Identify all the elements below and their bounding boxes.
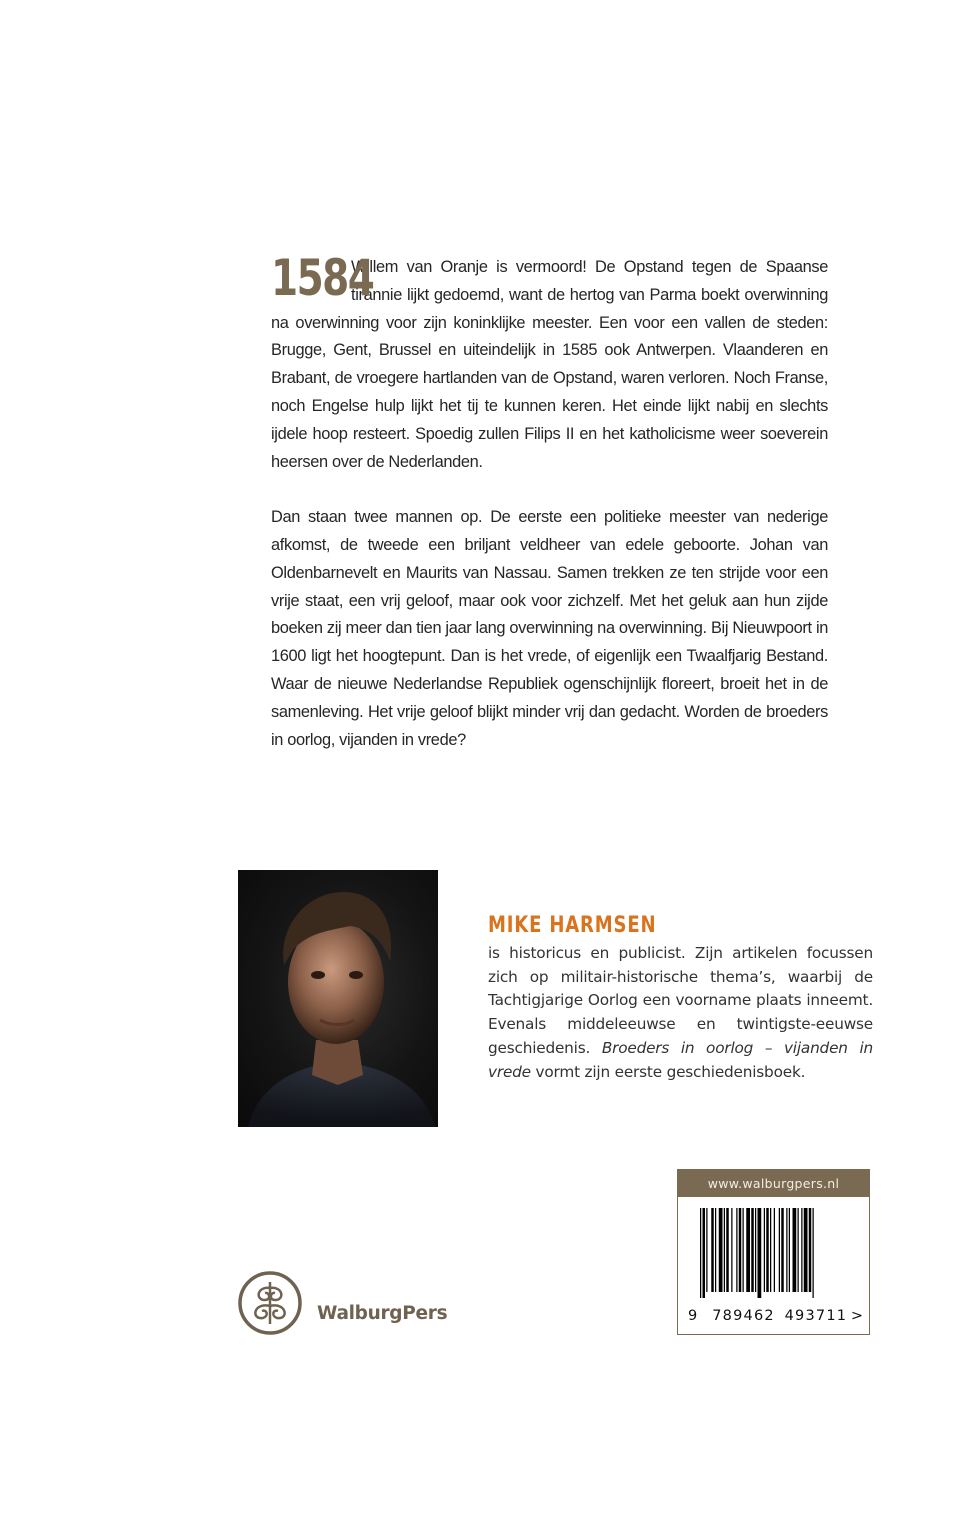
- barcode-bar: [781, 1208, 784, 1292]
- author-bio-text: is historicus en publicist. Zijn artikelen focussen zich op militair-historische thema’s, waarbij de Tachtigjarige Oorlog een voorname plaats inneemt. Evenals middeleeuwse en twintigste-eeuwse geschiedenis.: [488, 944, 873, 1057]
- barcode-arrow: >: [850, 1308, 863, 1324]
- barcode-panel: [677, 1169, 870, 1335]
- author-portrait-image: [238, 870, 438, 1127]
- barcode-bar: [755, 1208, 756, 1292]
- isbn-first-digit: 9: [688, 1308, 699, 1324]
- barcode-bar: [770, 1208, 771, 1292]
- barcode-bar: [700, 1208, 701, 1298]
- isbn-group-2: 493711: [784, 1308, 848, 1324]
- barcode-bar: [743, 1208, 744, 1292]
- year-heading: 1584: [271, 249, 374, 307]
- barcode-bar: [726, 1208, 729, 1292]
- barcode-bar: [731, 1208, 732, 1292]
- barcode-bar: [789, 1208, 790, 1292]
- book-title-italic: Broeders in oorlog – vijanden in vrede: [488, 1038, 873, 1081]
- barcode-bar: [764, 1208, 765, 1292]
- publisher-name: WalburgPers: [317, 1303, 448, 1324]
- publisher-logo: [237, 1270, 448, 1340]
- publisher-emblem-icon: [237, 1270, 307, 1340]
- barcode-bar: [774, 1208, 775, 1292]
- barcode-bar: [801, 1208, 802, 1292]
- barcode-bar: [719, 1208, 723, 1292]
- isbn-digits: [688, 1308, 847, 1324]
- barcode-bar: [711, 1208, 714, 1292]
- author-bio-text-end: vormt zijn eerste geschiedenisboek.: [530, 1062, 806, 1081]
- isbn-barcode: [700, 1208, 850, 1298]
- author-name: MIKE HARMSEN: [488, 913, 657, 938]
- blurb-paragraph-1-text: Willem van Oranje is vermoord! De Opstand tegen de Spaanse tirannie lijkt gedoemd, want de hertog van Parma boekt overwinning na overwinning voor zijn koninklijke meester. Een voor een vallen de steden: Brugge, Gent, Brussel en uiteindelijk in 1585 ook Antwerpen. Vlaanderen en Brabant, de vroegere hartlanden van de Opstand, waren verloren. Noch Franse, noch Engelse hulp lijkt het tij te kunnen keren. Het einde lijkt nabij en slechts ijdele hoop resteert. Spoedig zullen Filips II en het katholicisme weer soeverein heersen over de Nederlanden.: [271, 258, 828, 471]
- barcode-bar: [804, 1208, 808, 1292]
- barcode-bar: [758, 1208, 762, 1298]
- barcode-bar: [715, 1208, 716, 1292]
- publisher-url: www.walburgpers.nl: [678, 1170, 869, 1197]
- author-photo: [238, 870, 438, 1127]
- isbn-group-1: 789462: [712, 1308, 775, 1324]
- barcode-bar: [746, 1208, 750, 1292]
- barcode-bar: [793, 1208, 797, 1292]
- author-bio: [488, 942, 873, 1084]
- barcode-bar: [706, 1208, 707, 1292]
- barcode-bar: [751, 1208, 754, 1292]
- barcode-bar: [813, 1208, 814, 1298]
- barcode-bar: [703, 1208, 706, 1298]
- barcode-bar: [779, 1208, 780, 1292]
- barcode-bar: [766, 1208, 769, 1292]
- barcode-bar: [739, 1208, 742, 1292]
- barcode-bar: [809, 1208, 812, 1292]
- blurb-paragraph-1: [271, 249, 828, 476]
- barcode-bar: [736, 1208, 737, 1292]
- barcode-bar: [724, 1208, 725, 1292]
- barcode-bar: [798, 1208, 799, 1292]
- barcode-bar: [786, 1208, 787, 1292]
- blurb-paragraph-2: Dan staan twee mannen op. De eerste een politieke meester van nederige afkomst, de tweede een briljant veldheer van edele geboorte. Johan van Oldenbarnevelt en Maurits van Nassau. Samen trekken ze ten strijde voor een vrije staat, een vrij geloof, maar ook voor zichzelf. Met het geluk aan hun zijde boeken zij meer dan tien jaar lang overwinning na overwinning. Bij Nieuwpoort in 1600 ligt het hoogtepunt. Dan is het vrede, of eigenlijk een Twaalfjarig Bestand. Waar de nieuwe Nederlandse Republiek ogenschijnlijk floreert, broeit het in de samenleving. Het vrije geloof blijkt minder vrij dan gedacht. Worden de broeders in oorlog, vijanden in vrede?: [271, 508, 828, 749]
- back-cover-blurb: [271, 249, 828, 754]
